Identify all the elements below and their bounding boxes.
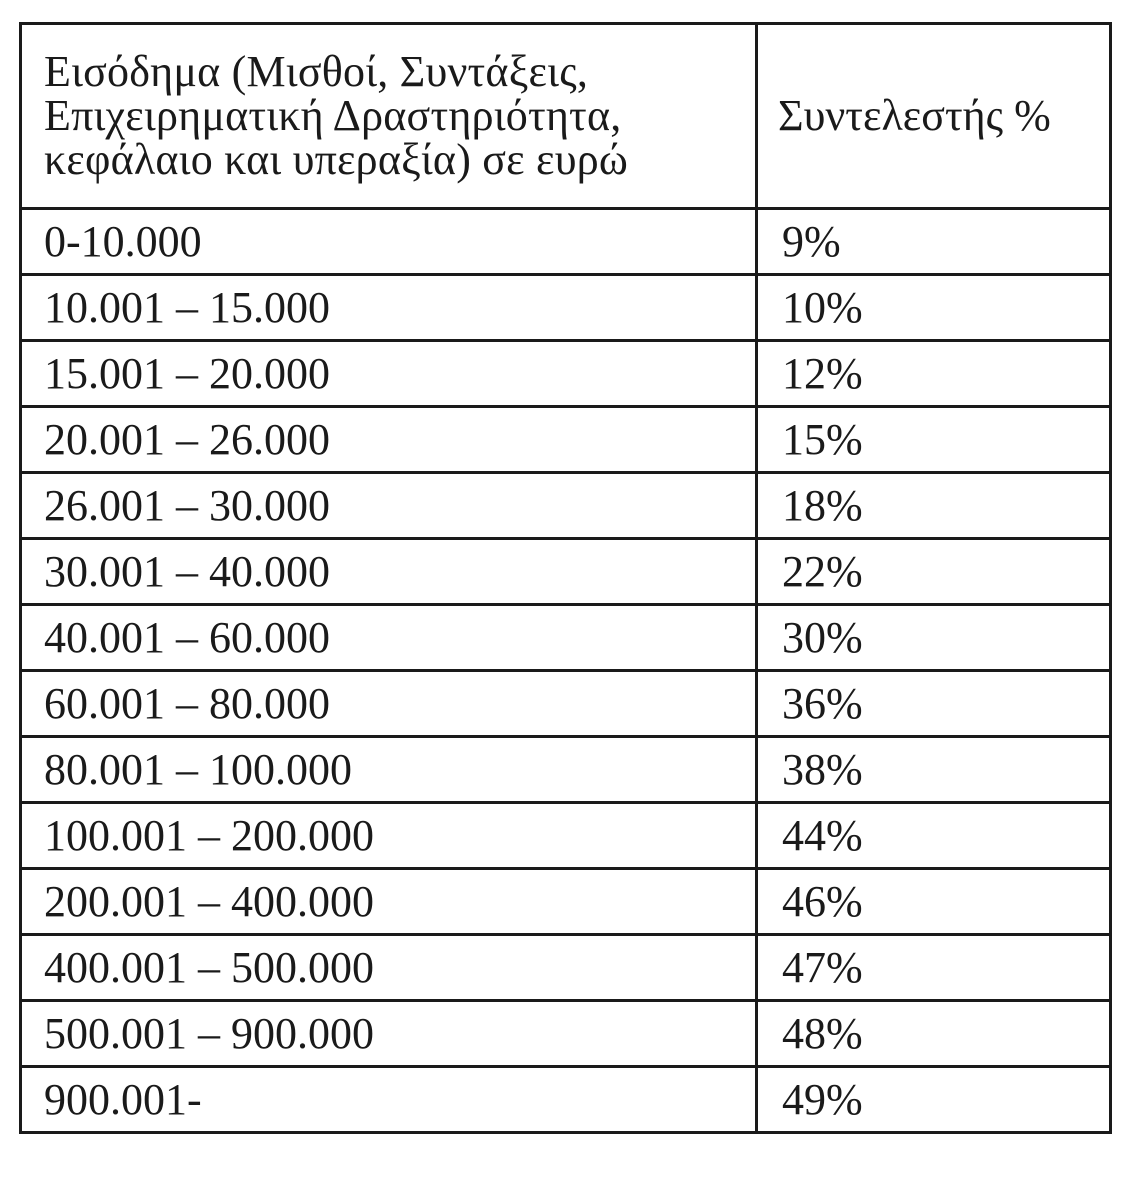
income-bracket-cell: 26.001 – 30.000: [21, 473, 757, 539]
table-row: [21, 671, 1111, 737]
rate-cell: 30%: [757, 605, 1111, 671]
income-column-header: Εισόδημα (Μισθοί, Συντάξεις, Επιχειρηματική Δραστηριότητα, κεφάλαιο και υπεραξία) σε ευρώ: [21, 24, 757, 209]
income-bracket-cell: 0-10.000: [21, 209, 757, 275]
income-bracket-cell: 40.001 – 60.000: [21, 605, 757, 671]
income-bracket-cell: 400.001 – 500.000: [21, 935, 757, 1001]
table-header: [21, 24, 1111, 209]
table-row: [21, 407, 1111, 473]
table-row: [21, 1067, 1111, 1133]
rate-cell: 48%: [757, 1001, 1111, 1067]
income-bracket-cell: 100.001 – 200.000: [21, 803, 757, 869]
income-bracket-cell: 15.001 – 20.000: [21, 341, 757, 407]
rate-cell: 38%: [757, 737, 1111, 803]
rate-cell: 9%: [757, 209, 1111, 275]
income-bracket-cell: 80.001 – 100.000: [21, 737, 757, 803]
income-bracket-cell: 900.001-: [21, 1067, 757, 1133]
rate-cell: 15%: [757, 407, 1111, 473]
rate-cell: 44%: [757, 803, 1111, 869]
income-bracket-cell: 10.001 – 15.000: [21, 275, 757, 341]
table-row: [21, 803, 1111, 869]
rate-cell: 46%: [757, 869, 1111, 935]
table-row: [21, 737, 1111, 803]
table-row: [21, 869, 1111, 935]
rate-cell: 10%: [757, 275, 1111, 341]
income-bracket-cell: 200.001 – 400.000: [21, 869, 757, 935]
rate-cell: 18%: [757, 473, 1111, 539]
table-row: [21, 539, 1111, 605]
rate-cell: 49%: [757, 1067, 1111, 1133]
rate-cell: 22%: [757, 539, 1111, 605]
rate-cell: 47%: [757, 935, 1111, 1001]
header-row: [21, 24, 1111, 209]
table-row: [21, 935, 1111, 1001]
rate-cell: 12%: [757, 341, 1111, 407]
table-row: [21, 209, 1111, 275]
table-body: [21, 209, 1111, 1133]
table-row: [21, 275, 1111, 341]
income-bracket-cell: 30.001 – 40.000: [21, 539, 757, 605]
table-row: [21, 473, 1111, 539]
tax-rate-table: [19, 22, 1112, 1134]
table-row: [21, 1001, 1111, 1067]
income-bracket-cell: 60.001 – 80.000: [21, 671, 757, 737]
rate-cell: 36%: [757, 671, 1111, 737]
table-row: [21, 341, 1111, 407]
income-bracket-cell: 500.001 – 900.000: [21, 1001, 757, 1067]
income-bracket-cell: 20.001 – 26.000: [21, 407, 757, 473]
table-row: [21, 605, 1111, 671]
rate-column-header: Συντελεστής %: [757, 24, 1111, 209]
